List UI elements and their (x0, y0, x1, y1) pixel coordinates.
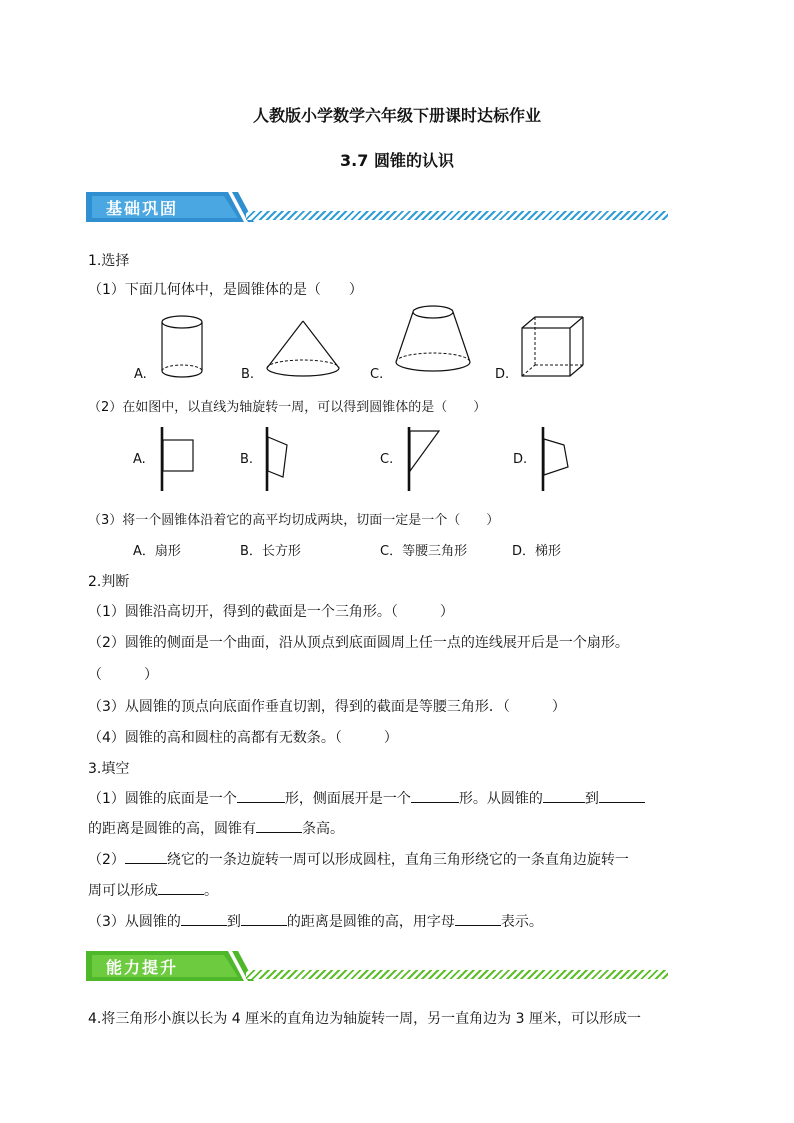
blank[interactable] (411, 788, 459, 803)
section-title-basic: 基础巩固 (106, 199, 179, 218)
rectangle-axis-figure (158, 425, 198, 493)
option-a-label: A. (134, 367, 147, 382)
option-a-label: A. (133, 452, 146, 467)
question-2-heading: 2.判断 (88, 574, 130, 590)
text: 绕它的一条边旋转一周可以形成圆柱，直角三角形绕它的一条直角边旋转一 (166, 852, 629, 868)
question-2-statement-1: （1）圆锥沿高切开，得到的截面是一个三角形。（ ） (88, 604, 454, 620)
page-subtitle: 3.7 圆锥的认识 (340, 151, 454, 170)
cylinder-figure (155, 313, 211, 381)
question-2-statement-2-bracket: （ ） (88, 667, 158, 683)
blank[interactable] (543, 788, 585, 803)
text: 形，侧面展开是一个 (284, 791, 411, 807)
option-c-text: C．等腰三角形 (380, 544, 468, 559)
blank[interactable] (125, 849, 167, 864)
option-b-label: B. (241, 367, 255, 382)
question-3-line-1 (88, 788, 645, 808)
cone-figure (262, 318, 344, 380)
blank[interactable] (241, 911, 287, 926)
text: 形。从圆锥的 (458, 791, 543, 807)
blank[interactable] (599, 788, 645, 803)
page-title: 人教版小学数学六年级下册课时达标作业 (252, 106, 541, 125)
section-title-advanced: 能力提升 (106, 958, 179, 977)
text: 的距离是圆锥的高，圆锥有 (88, 821, 256, 837)
text: （2） (88, 852, 125, 868)
text: 到 (584, 791, 599, 807)
right-trapezoid-axis-figure (538, 425, 578, 493)
option-c-label: C. (370, 367, 384, 382)
blank[interactable] (158, 880, 204, 895)
section-divider-basic (246, 211, 668, 220)
text: 到 (226, 914, 241, 930)
option-d-label: D. (513, 452, 528, 467)
question-1-part-1: （1）下面几何体中，是圆锥体的是（ ） (88, 282, 363, 298)
question-3-line-5 (88, 911, 543, 931)
trapezoid-axis-figure (263, 425, 303, 493)
text: （1）圆锥的底面是一个 (88, 791, 237, 807)
option-a-text: A．扇形 (133, 544, 181, 559)
option-d-label: D. (495, 367, 510, 382)
question-2-statement-3: （3）从圆锥的顶点向底面作垂直切割，得到的截面是等腰三角形．（ ） (88, 699, 566, 715)
question-3-line-2 (88, 818, 344, 838)
blank[interactable] (256, 818, 302, 833)
text: 。 (204, 883, 218, 899)
question-4-text: 4.将三角形小旗以长为 4 厘米的直角边为轴旋转一周，另一直角边为 3 厘米，可以形成一 (88, 1011, 641, 1027)
frustum-figure (392, 302, 474, 380)
question-3-heading: 3.填空 (88, 761, 130, 777)
cube-figure (518, 314, 586, 380)
question-1-heading: 1.选择 (88, 253, 130, 269)
text: （3）从圆锥的 (88, 914, 181, 930)
question-1-part-2: （2）在如图中，以直线为轴旋转一周，可以得到圆锥体的是（ ） (88, 400, 487, 415)
question-3-line-4 (88, 880, 218, 900)
triangle-axis-figure (403, 425, 443, 493)
section-divider-advanced (246, 970, 668, 979)
text: 表示。 (500, 914, 543, 930)
blank[interactable] (181, 911, 227, 926)
question-2-statement-2: （2）圆锥的侧面是一个曲面，沿从顶点到底面圆周上任一点的连线展开后是一个扇形。 (88, 635, 629, 651)
blank[interactable] (455, 911, 501, 926)
option-d-text: D．梯形 (512, 544, 562, 559)
text: 周可以形成 (88, 883, 158, 899)
blank[interactable] (237, 788, 285, 803)
text: 条高。 (302, 821, 344, 837)
question-2-statement-4: （4）圆锥的高和圆柱的高都有无数条。（ ） (88, 730, 398, 746)
question-1-part-3: （3）将一个圆锥体沿着它的高平均切成两块，切面一定是一个（ ） (88, 513, 500, 528)
option-c-label: C. (380, 452, 394, 467)
text: 的距离是圆锥的高，用字母 (286, 914, 455, 930)
question-3-line-3 (88, 849, 629, 869)
option-b-text: B．长方形 (240, 544, 301, 559)
option-b-label: B. (240, 452, 254, 467)
